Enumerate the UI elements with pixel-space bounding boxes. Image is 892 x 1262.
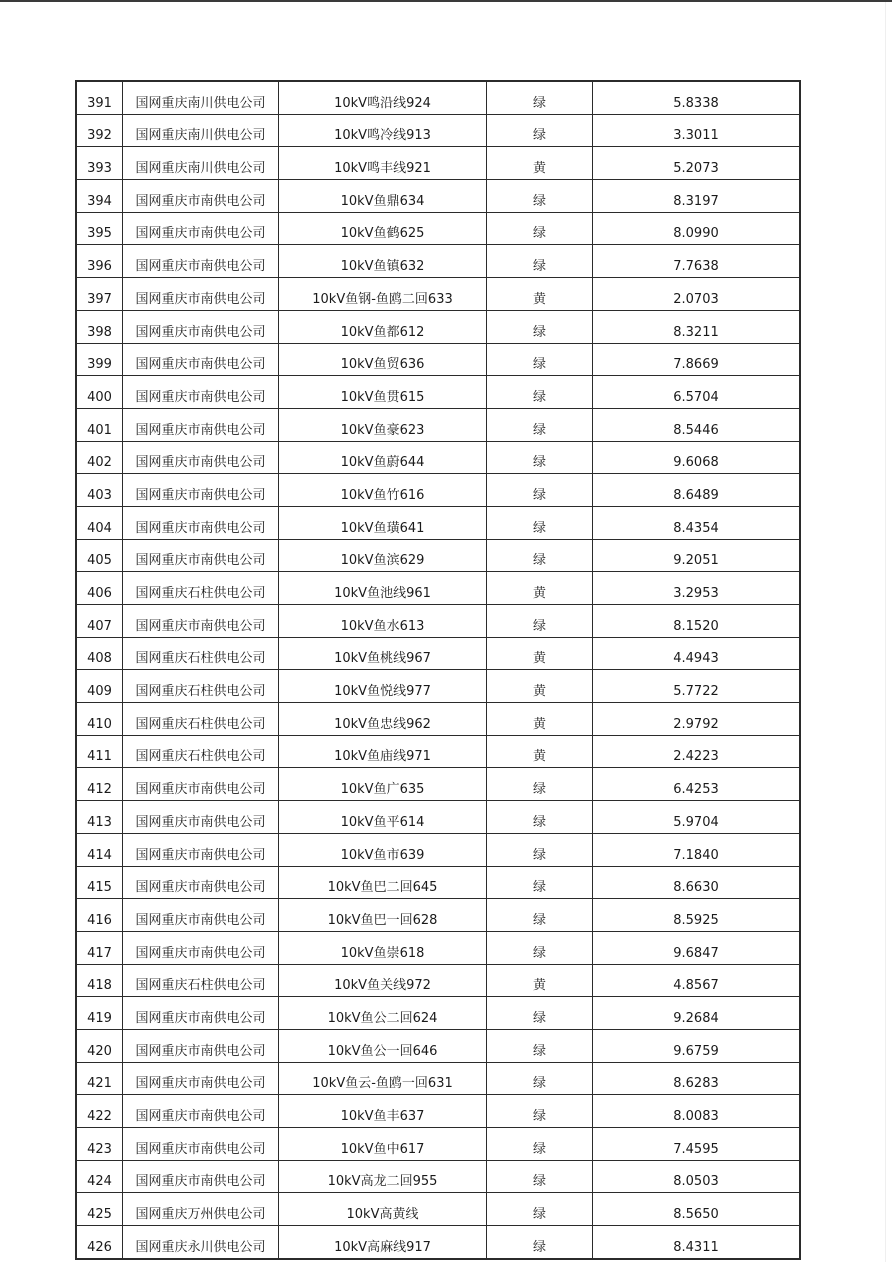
- status-cell: 绿: [487, 833, 593, 866]
- line-name-cell: 10kV鱼丰637: [279, 1095, 487, 1128]
- row-number-cell: 405: [76, 539, 123, 572]
- table-row: [76, 768, 800, 801]
- value-cell: 6.4253: [593, 768, 801, 801]
- status-cell: 黄: [487, 572, 593, 605]
- table-row: [76, 147, 800, 180]
- table-row: [76, 833, 800, 866]
- status-cell: 黄: [487, 703, 593, 736]
- table-row: [76, 441, 800, 474]
- status-cell: 绿: [487, 245, 593, 278]
- company-cell: 国网重庆市南供电公司: [123, 212, 279, 245]
- line-name-cell: 10kV鱼市639: [279, 833, 487, 866]
- line-name-cell: 10kV鱼竹616: [279, 474, 487, 507]
- company-cell: 国网重庆市南供电公司: [123, 180, 279, 213]
- table-row: [76, 866, 800, 899]
- value-cell: 7.1840: [593, 833, 801, 866]
- line-name-cell: 10kV鱼水613: [279, 605, 487, 638]
- value-cell: 5.2073: [593, 147, 801, 180]
- line-name-cell: 10kV鱼关线972: [279, 964, 487, 997]
- company-cell: 国网重庆石柱供电公司: [123, 703, 279, 736]
- line-name-cell: 10kV高麻线917: [279, 1226, 487, 1259]
- table-row: [76, 474, 800, 507]
- row-number-cell: 406: [76, 572, 123, 605]
- value-cell: 9.2684: [593, 997, 801, 1030]
- status-cell: 绿: [487, 506, 593, 539]
- row-number-cell: 391: [76, 81, 123, 114]
- company-cell: 国网重庆石柱供电公司: [123, 964, 279, 997]
- company-cell: 国网重庆市南供电公司: [123, 997, 279, 1030]
- company-cell: 国网重庆市南供电公司: [123, 245, 279, 278]
- value-cell: 8.6283: [593, 1062, 801, 1095]
- value-cell: 5.7722: [593, 670, 801, 703]
- value-cell: 8.5446: [593, 408, 801, 441]
- row-number-cell: 421: [76, 1062, 123, 1095]
- row-number-cell: 397: [76, 278, 123, 311]
- table-row: [76, 408, 800, 441]
- table-row: [76, 637, 800, 670]
- line-name-cell: 10kV鱼忠线962: [279, 703, 487, 736]
- row-number-cell: 420: [76, 1029, 123, 1062]
- value-cell: 7.7638: [593, 245, 801, 278]
- company-cell: 国网重庆市南供电公司: [123, 506, 279, 539]
- line-name-cell: 10kV鸣冷线913: [279, 114, 487, 147]
- table-row: [76, 114, 800, 147]
- line-name-cell: 10kV鸣丰线921: [279, 147, 487, 180]
- row-number-cell: 412: [76, 768, 123, 801]
- status-cell: 绿: [487, 114, 593, 147]
- row-number-cell: 392: [76, 114, 123, 147]
- table-row: [76, 278, 800, 311]
- value-cell: 8.4311: [593, 1226, 801, 1259]
- company-cell: 国网重庆市南供电公司: [123, 801, 279, 834]
- row-number-cell: 411: [76, 735, 123, 768]
- line-name-cell: 10kV鱼广635: [279, 768, 487, 801]
- company-cell: 国网重庆市南供电公司: [123, 931, 279, 964]
- line-name-cell: 10kV鱼滨629: [279, 539, 487, 572]
- table-row: [76, 376, 800, 409]
- table-row: [76, 1160, 800, 1193]
- line-name-cell: 10kV高龙二回955: [279, 1160, 487, 1193]
- table-row: [76, 1029, 800, 1062]
- company-cell: 国网重庆市南供电公司: [123, 1160, 279, 1193]
- line-name-cell: 10kV鱼鼎634: [279, 180, 487, 213]
- row-number-cell: 417: [76, 931, 123, 964]
- status-cell: 黄: [487, 735, 593, 768]
- row-number-cell: 393: [76, 147, 123, 180]
- row-number-cell: 422: [76, 1095, 123, 1128]
- value-cell: 8.6489: [593, 474, 801, 507]
- page-top-border: [0, 0, 892, 2]
- table-row: [76, 1128, 800, 1161]
- table-body: [76, 81, 800, 1259]
- status-cell: 绿: [487, 768, 593, 801]
- status-cell: 绿: [487, 539, 593, 572]
- status-cell: 绿: [487, 81, 593, 114]
- company-cell: 国网重庆石柱供电公司: [123, 637, 279, 670]
- status-cell: 黄: [487, 670, 593, 703]
- status-cell: 绿: [487, 310, 593, 343]
- value-cell: 9.6068: [593, 441, 801, 474]
- company-cell: 国网重庆市南供电公司: [123, 1029, 279, 1062]
- table-row: [76, 931, 800, 964]
- line-name-cell: 10kV鱼中617: [279, 1128, 487, 1161]
- table-row: [76, 605, 800, 638]
- line-name-cell: 10kV鱼崇618: [279, 931, 487, 964]
- line-name-cell: 10kV鱼巴二回645: [279, 866, 487, 899]
- company-cell: 国网重庆市南供电公司: [123, 408, 279, 441]
- table-row: [76, 1226, 800, 1259]
- row-number-cell: 418: [76, 964, 123, 997]
- row-number-cell: 402: [76, 441, 123, 474]
- row-number-cell: 403: [76, 474, 123, 507]
- value-cell: 8.0990: [593, 212, 801, 245]
- status-cell: 绿: [487, 376, 593, 409]
- company-cell: 国网重庆市南供电公司: [123, 1128, 279, 1161]
- row-number-cell: 396: [76, 245, 123, 278]
- status-cell: 绿: [487, 408, 593, 441]
- row-number-cell: 399: [76, 343, 123, 376]
- line-name-cell: 10kV鱼云-鱼鸥一回631: [279, 1062, 487, 1095]
- line-name-cell: 10kV鱼悦线977: [279, 670, 487, 703]
- table-row: [76, 964, 800, 997]
- company-cell: 国网重庆南川供电公司: [123, 81, 279, 114]
- line-name-cell: 10kV鱼豪623: [279, 408, 487, 441]
- company-cell: 国网重庆石柱供电公司: [123, 572, 279, 605]
- row-number-cell: 394: [76, 180, 123, 213]
- line-name-cell: 10kV鱼蔚644: [279, 441, 487, 474]
- status-cell: 绿: [487, 212, 593, 245]
- status-cell: 黄: [487, 964, 593, 997]
- table-row: [76, 81, 800, 114]
- company-cell: 国网重庆市南供电公司: [123, 474, 279, 507]
- value-cell: 5.8338: [593, 81, 801, 114]
- value-cell: 2.4223: [593, 735, 801, 768]
- value-cell: 7.8669: [593, 343, 801, 376]
- line-name-cell: 10kV鱼都612: [279, 310, 487, 343]
- line-name-cell: 10kV鱼钢-鱼鸥二回633: [279, 278, 487, 311]
- company-cell: 国网重庆石柱供电公司: [123, 670, 279, 703]
- status-cell: 绿: [487, 441, 593, 474]
- row-number-cell: 415: [76, 866, 123, 899]
- row-number-cell: 410: [76, 703, 123, 736]
- row-number-cell: 401: [76, 408, 123, 441]
- value-cell: 7.4595: [593, 1128, 801, 1161]
- company-cell: 国网重庆市南供电公司: [123, 310, 279, 343]
- row-number-cell: 423: [76, 1128, 123, 1161]
- value-cell: 8.0503: [593, 1160, 801, 1193]
- status-cell: 绿: [487, 1193, 593, 1226]
- value-cell: 4.4943: [593, 637, 801, 670]
- row-number-cell: 408: [76, 637, 123, 670]
- company-cell: 国网重庆市南供电公司: [123, 1062, 279, 1095]
- value-cell: 8.3211: [593, 310, 801, 343]
- row-number-cell: 426: [76, 1226, 123, 1259]
- company-cell: 国网重庆万州供电公司: [123, 1193, 279, 1226]
- power-line-table: [75, 80, 801, 1260]
- table-row: [76, 801, 800, 834]
- status-cell: 绿: [487, 866, 593, 899]
- status-cell: 绿: [487, 899, 593, 932]
- table-row: [76, 997, 800, 1030]
- value-cell: 9.6847: [593, 931, 801, 964]
- line-name-cell: 10kV鱼璜641: [279, 506, 487, 539]
- company-cell: 国网重庆市南供电公司: [123, 376, 279, 409]
- value-cell: 8.5650: [593, 1193, 801, 1226]
- row-number-cell: 424: [76, 1160, 123, 1193]
- row-number-cell: 395: [76, 212, 123, 245]
- status-cell: 黄: [487, 147, 593, 180]
- status-cell: 绿: [487, 605, 593, 638]
- status-cell: 绿: [487, 343, 593, 376]
- row-number-cell: 419: [76, 997, 123, 1030]
- table-row: [76, 735, 800, 768]
- company-cell: 国网重庆市南供电公司: [123, 866, 279, 899]
- value-cell: 8.1520: [593, 605, 801, 638]
- line-name-cell: 10kV鱼池线961: [279, 572, 487, 605]
- row-number-cell: 416: [76, 899, 123, 932]
- line-name-cell: 10kV鱼庙线971: [279, 735, 487, 768]
- company-cell: 国网重庆石柱供电公司: [123, 735, 279, 768]
- status-cell: 绿: [487, 1160, 593, 1193]
- company-cell: 国网重庆市南供电公司: [123, 539, 279, 572]
- line-name-cell: 10kV鱼镇632: [279, 245, 487, 278]
- value-cell: 8.4354: [593, 506, 801, 539]
- value-cell: 4.8567: [593, 964, 801, 997]
- value-cell: 8.5925: [593, 899, 801, 932]
- table-row: [76, 343, 800, 376]
- status-cell: 绿: [487, 1029, 593, 1062]
- status-cell: 绿: [487, 180, 593, 213]
- table-row: [76, 572, 800, 605]
- line-name-cell: 10kV鱼巴一回628: [279, 899, 487, 932]
- company-cell: 国网重庆市南供电公司: [123, 833, 279, 866]
- company-cell: 国网重庆市南供电公司: [123, 899, 279, 932]
- row-number-cell: 404: [76, 506, 123, 539]
- value-cell: 8.6630: [593, 866, 801, 899]
- line-name-cell: 10kV鱼贸636: [279, 343, 487, 376]
- status-cell: 黄: [487, 637, 593, 670]
- company-cell: 国网重庆永川供电公司: [123, 1226, 279, 1259]
- row-number-cell: 400: [76, 376, 123, 409]
- value-cell: 9.2051: [593, 539, 801, 572]
- company-cell: 国网重庆南川供电公司: [123, 114, 279, 147]
- table-row: [76, 899, 800, 932]
- table-row: [76, 212, 800, 245]
- table-row: [76, 180, 800, 213]
- table-row: [76, 1062, 800, 1095]
- value-cell: 2.9792: [593, 703, 801, 736]
- status-cell: 绿: [487, 801, 593, 834]
- company-cell: 国网重庆市南供电公司: [123, 605, 279, 638]
- row-number-cell: 409: [76, 670, 123, 703]
- value-cell: 3.3011: [593, 114, 801, 147]
- value-cell: 2.0703: [593, 278, 801, 311]
- page-right-edge: [885, 2, 886, 1262]
- value-cell: 5.9704: [593, 801, 801, 834]
- status-cell: 绿: [487, 1095, 593, 1128]
- status-cell: 绿: [487, 1128, 593, 1161]
- company-cell: 国网重庆南川供电公司: [123, 147, 279, 180]
- line-name-cell: 10kV鸣沿线924: [279, 81, 487, 114]
- table-row: [76, 1193, 800, 1226]
- status-cell: 绿: [487, 1062, 593, 1095]
- row-number-cell: 413: [76, 801, 123, 834]
- line-name-cell: 10kV鱼平614: [279, 801, 487, 834]
- table-row: [76, 245, 800, 278]
- value-cell: 6.5704: [593, 376, 801, 409]
- status-cell: 绿: [487, 474, 593, 507]
- value-cell: 8.0083: [593, 1095, 801, 1128]
- row-number-cell: 398: [76, 310, 123, 343]
- company-cell: 国网重庆市南供电公司: [123, 1095, 279, 1128]
- line-name-cell: 10kV高黄线: [279, 1193, 487, 1226]
- table-row: [76, 310, 800, 343]
- status-cell: 绿: [487, 997, 593, 1030]
- status-cell: 黄: [487, 278, 593, 311]
- status-cell: 绿: [487, 1226, 593, 1259]
- status-cell: 绿: [487, 931, 593, 964]
- company-cell: 国网重庆市南供电公司: [123, 768, 279, 801]
- value-cell: 8.3197: [593, 180, 801, 213]
- line-name-cell: 10kV鱼鹤625: [279, 212, 487, 245]
- table-row: [76, 506, 800, 539]
- line-name-cell: 10kV鱼桃线967: [279, 637, 487, 670]
- line-name-cell: 10kV鱼公二回624: [279, 997, 487, 1030]
- table-row: [76, 703, 800, 736]
- line-name-cell: 10kV鱼贯615: [279, 376, 487, 409]
- row-number-cell: 414: [76, 833, 123, 866]
- company-cell: 国网重庆市南供电公司: [123, 441, 279, 474]
- value-cell: 9.6759: [593, 1029, 801, 1062]
- company-cell: 国网重庆市南供电公司: [123, 343, 279, 376]
- table-row: [76, 539, 800, 572]
- table-row: [76, 670, 800, 703]
- company-cell: 国网重庆市南供电公司: [123, 278, 279, 311]
- line-name-cell: 10kV鱼公一回646: [279, 1029, 487, 1062]
- value-cell: 3.2953: [593, 572, 801, 605]
- row-number-cell: 407: [76, 605, 123, 638]
- table-row: [76, 1095, 800, 1128]
- row-number-cell: 425: [76, 1193, 123, 1226]
